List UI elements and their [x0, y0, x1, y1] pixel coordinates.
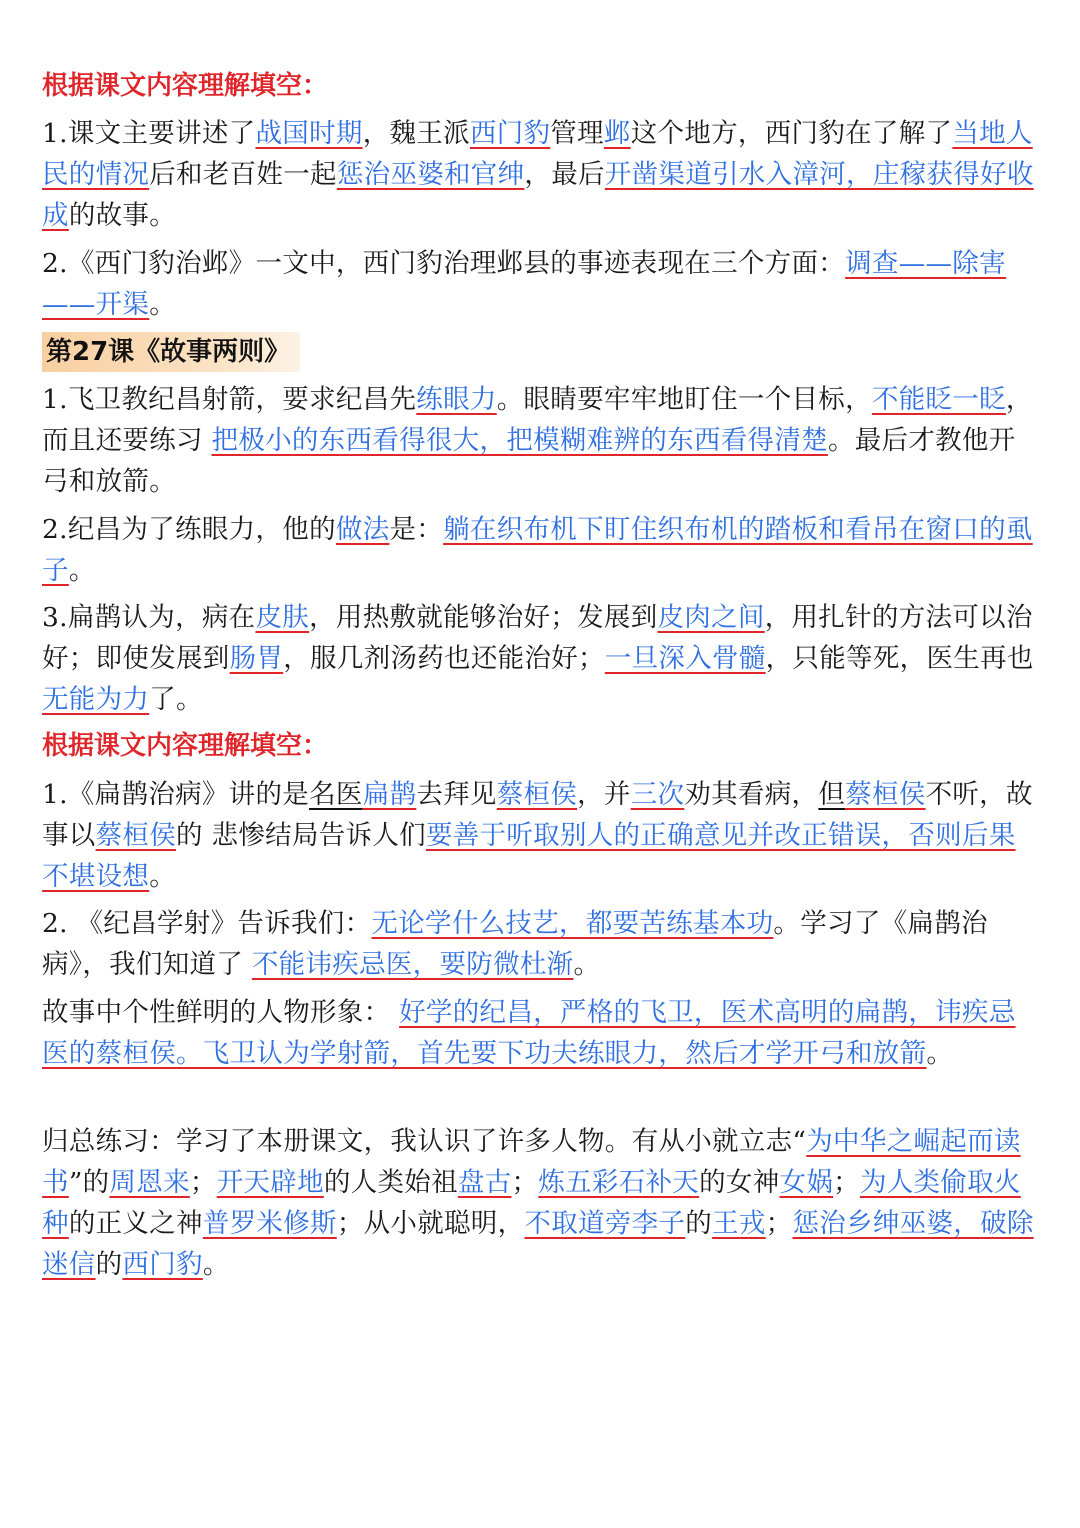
body-text: 的人类始祖 [323, 1167, 458, 1198]
underlined-text: 但 [818, 779, 846, 810]
body-text: 的 悲惨结局告诉人们 [176, 820, 426, 851]
answer-blank: 西门豹 [122, 1249, 203, 1280]
body-text: 的 [95, 1249, 123, 1280]
underlined-text: 名医 [309, 779, 363, 810]
answer-blank: 当地人民的情况 [42, 118, 1033, 190]
paragraph-character-images [42, 992, 1042, 1074]
body-text: ； [833, 1167, 860, 1198]
body-text: 第27课《故事两则》 [46, 337, 291, 367]
body-text: 劝其看病， [684, 779, 819, 810]
body-text: 后和老百姓一起 [149, 159, 337, 190]
body-text: 归总练习：学习了本册课文，我认识了许多人物。有从小就立志“ [42, 1126, 807, 1157]
body-text: 了。 [149, 684, 203, 715]
body-text: 不听，故事以 [42, 779, 1033, 851]
body-text: ，并 [577, 779, 631, 810]
answer-blank: 一旦深入骨髓 [604, 643, 766, 674]
body-text: 2. 《纪昌学射》告诉我们： [42, 908, 372, 939]
body-text: ，而且还要练习 [42, 384, 1033, 456]
body-text: 。 [202, 1249, 230, 1280]
body-text: ，用热敷就能够治好；发展到 [309, 602, 658, 633]
answer-blank: 惩治巫婆和官绅 [336, 159, 525, 190]
answer-blank: 开凿渠道引水入漳河，庄稼获得好收成 [42, 159, 1034, 231]
body-text: 管理 [550, 118, 604, 149]
section-heading-fill-blanks-2 [42, 726, 1042, 766]
body-text: ； [765, 1208, 793, 1239]
body-text: 2.《西门豹治邺》一文中，西门豹治理邺县的事迹表现在三个方面： [42, 248, 846, 279]
body-text: 1.飞卫教纪昌射箭，要求纪昌先 [42, 384, 417, 415]
answer-blank: 肠胃 [229, 643, 284, 674]
body-text: 。眼睛要牢牢地盯住一个目标， [496, 384, 872, 415]
answer-blank: 把极小的东西看得很大，把模糊难辨的东西看得清楚 [211, 425, 828, 456]
body-text: ，魏王派 [362, 118, 470, 149]
answer-blank: 不取道旁李子 [524, 1208, 686, 1239]
paragraph-bianque-stages [42, 597, 1042, 720]
section-heading-fill-blanks [42, 66, 1042, 106]
answer-blank: 西门豹 [469, 118, 551, 149]
answer-blank: 惩治乡绅巫婆，破除迷信 [42, 1208, 1034, 1280]
body-text: 根据课文内容理解填空： [42, 71, 329, 101]
body-text: ； [511, 1167, 539, 1198]
body-text: 的 [685, 1208, 713, 1239]
paragraph-jichang-practice [42, 509, 1042, 591]
body-text: 去拜见 [416, 779, 497, 810]
answer-blank: 三次 [630, 779, 685, 810]
body-text: 。 [573, 949, 601, 980]
answer-blank: 蔡桓侯 [845, 779, 926, 810]
body-text: ；从小就聪明， [336, 1208, 525, 1239]
body-text: 。 [68, 555, 96, 586]
paragraph-feiwei-teaching [42, 379, 1042, 502]
body-text: 根据课文内容理解填空： [42, 731, 329, 761]
answer-blank: 盘古 [457, 1167, 512, 1198]
paragraph-summary-exercise [42, 1121, 1042, 1285]
answer-blank: 好学的纪昌，严格的飞卫，医术高明的扁鹊，讳疾忌医的蔡桓侯。飞卫认为学射箭，首先要下功夫练眼力，然后才学开弓和放箭 [42, 997, 1016, 1069]
answer-blank: 战国时期 [255, 118, 363, 149]
body-text: 这个地方，西门豹在了解了 [630, 118, 953, 149]
body-text: 。最后才教他开弓和放箭。 [42, 425, 1016, 497]
body-text: 。 [149, 861, 177, 892]
answer-blank: 蔡桓侯 [95, 820, 177, 851]
body-text: 1.课文主要讲述了 [42, 118, 256, 149]
answer-blank: 为中华之崛起而读书 [42, 1126, 1021, 1198]
answer-blank: 为人类偷取火种 [42, 1167, 1021, 1239]
lesson-27-heading-wrap [42, 332, 1042, 372]
answer-blank: 皮肉之间 [657, 602, 765, 633]
paragraph-ximenbao-deeds [42, 243, 1042, 325]
paragraph-bianque-story [42, 774, 1042, 897]
body-text: ，服几剂汤药也还能治好； [283, 643, 605, 674]
answer-blank: 周恩来 [109, 1167, 190, 1198]
answer-blank: 炼五彩石补天 [538, 1167, 700, 1198]
paragraph-ximenbao-summary [42, 113, 1042, 236]
lesson-27-heading [42, 332, 300, 372]
answer-blank: 王戎 [712, 1208, 766, 1239]
answer-blank: 女娲 [779, 1167, 834, 1198]
body-text: 。学习了《扁鹊治病》，我们知道了 [42, 908, 988, 980]
answer-blank: 蔡桓侯 [496, 779, 578, 810]
answer-blank: 扁鹊 [362, 779, 417, 810]
answer-blank: 不能讳疾忌医，要防微杜渐 [251, 949, 574, 980]
body-text: ，最后 [524, 159, 605, 190]
body-text: 故事中个性鲜明的人物形象： [42, 997, 400, 1028]
body-text: 的女神 [699, 1167, 780, 1198]
answer-blank: 躺在织布机下盯住织布机的踏板和看吊在窗口的虱子 [42, 514, 1033, 586]
answer-blank: 开天辟地 [216, 1167, 324, 1198]
body-text: 是： [389, 514, 444, 545]
body-text: ，只能等死，医生再也 [765, 643, 1034, 674]
body-text: 。 [926, 1038, 954, 1069]
answer-blank: 调查——除害——开渠 [42, 248, 1006, 320]
answer-blank: 普罗米修斯 [202, 1208, 337, 1239]
answer-blank: 练眼力 [416, 384, 497, 415]
body-text: 的故事。 [68, 200, 177, 231]
body-text: 。 [149, 289, 177, 320]
answer-blank: 邺 [603, 118, 631, 149]
answer-blank: 皮肤 [255, 602, 310, 633]
answer-blank: 要善于听取别人的正确意见并改正错误，否则后果不堪设想 [42, 820, 1016, 892]
body-text: 2.纪昌为了练眼力，他的 [42, 514, 336, 545]
answer-blank: 无论学什么技艺，都要苦练基本功 [371, 908, 774, 939]
body-text: 3.扁鹊认为，病在 [42, 602, 256, 633]
answer-blank: 无能为力 [42, 684, 150, 715]
answer-blank: 做法 [335, 514, 390, 545]
body-text: ”的 [68, 1167, 110, 1198]
body-text: ，用扎针的方法可以治好；即使发展到 [42, 602, 1033, 674]
body-text: ； [189, 1167, 217, 1198]
answer-blank: 不能眨一眨 [871, 384, 1006, 415]
paragraph-story-morals [42, 903, 1042, 985]
body-text: 的正义之神 [68, 1208, 203, 1239]
body-text: 1.《扁鹊治病》讲的是 [42, 779, 310, 810]
